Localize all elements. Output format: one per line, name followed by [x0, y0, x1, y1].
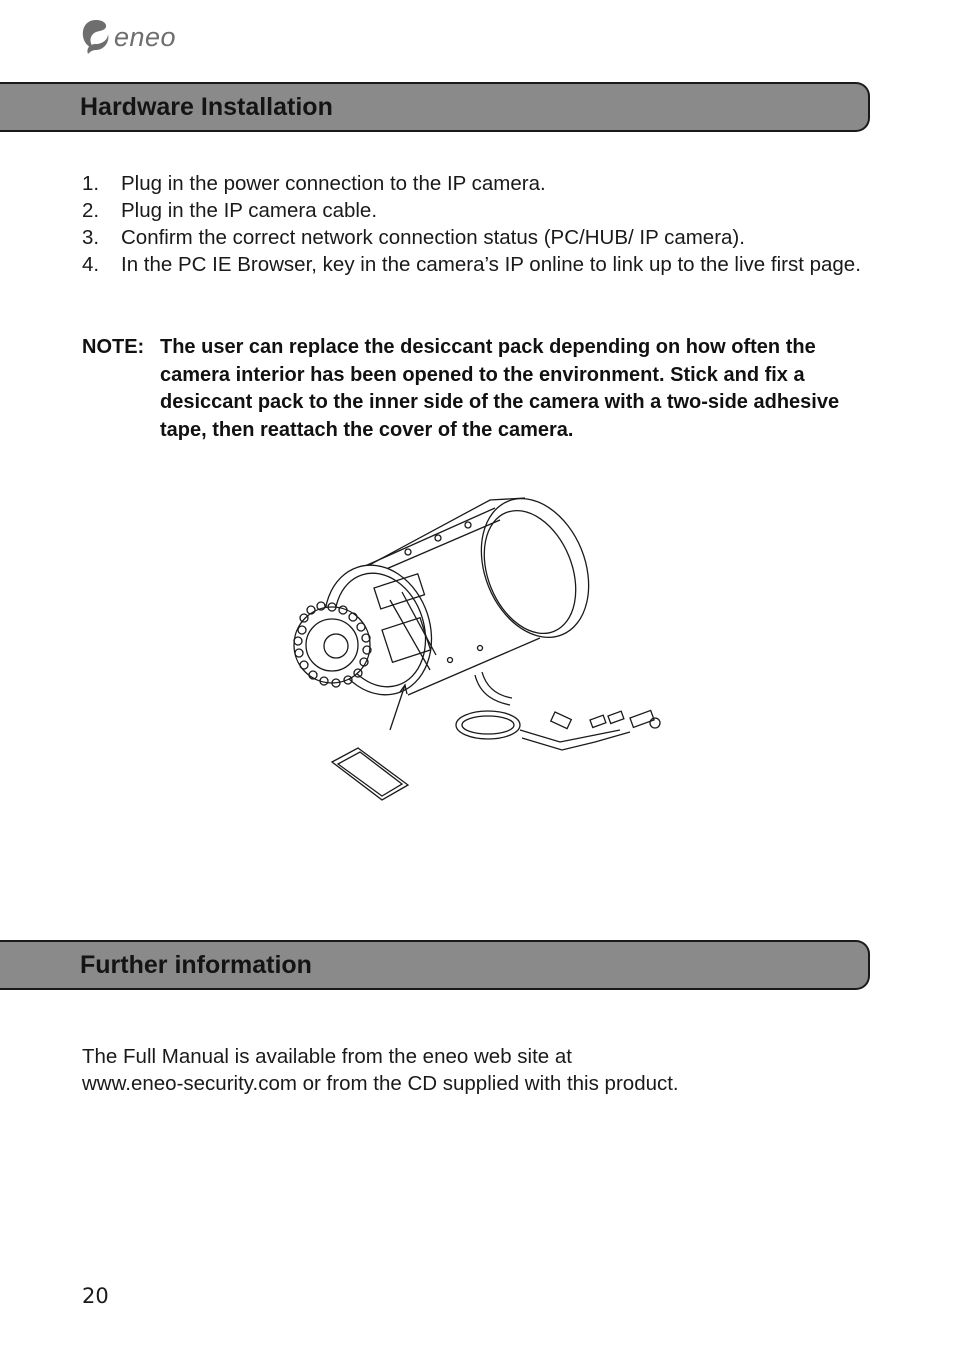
step-item: [82, 251, 872, 278]
step-number: 3.: [82, 226, 100, 249]
step-number: 1.: [82, 172, 100, 195]
further-info-paragraph: [82, 1043, 872, 1097]
section-header-further: [0, 940, 870, 990]
paragraph-line: www.eneo-security.com or from the CD supplied with this product.: [82, 1072, 679, 1095]
step-item: [82, 170, 872, 197]
step-number: 4.: [82, 253, 100, 276]
section-title: Hardware Installation: [80, 93, 333, 121]
installation-steps: [82, 170, 872, 278]
note-label: NOTE:: [82, 336, 145, 358]
section-header-hardware: [0, 82, 870, 132]
paragraph-line: The Full Manual is available from the eneo web site at: [82, 1045, 572, 1068]
camera-drawing: [290, 480, 670, 810]
page-number: 20: [82, 1284, 109, 1308]
eneo-swirl-icon: [80, 18, 112, 56]
step-text: Plug in the power connection to the IP camera.: [121, 172, 546, 195]
note-text: The user can replace the desiccant pack depending on how often the camera interior has been opened to the environment. Stick and fix a desiccant pack to the inner side of the camera with a two-side adhesive tape, then reattach the cover of the camera.: [160, 336, 840, 441]
step-text: Plug in the IP camera cable.: [121, 199, 378, 222]
camera-desiccant-illustration: [290, 480, 670, 810]
eneo-logo: [80, 18, 200, 58]
section-title: Further information: [80, 951, 312, 979]
brand-name: eneo: [114, 22, 177, 52]
step-text: In the PC IE Browser, key in the camera’s IP online to link up to the live first page.: [121, 253, 861, 276]
step-text: Confirm the correct network connection status (PC/HUB/ IP camera).: [121, 226, 745, 249]
step-number: 2.: [82, 199, 100, 222]
step-item: [82, 197, 872, 224]
step-item: [82, 224, 872, 251]
